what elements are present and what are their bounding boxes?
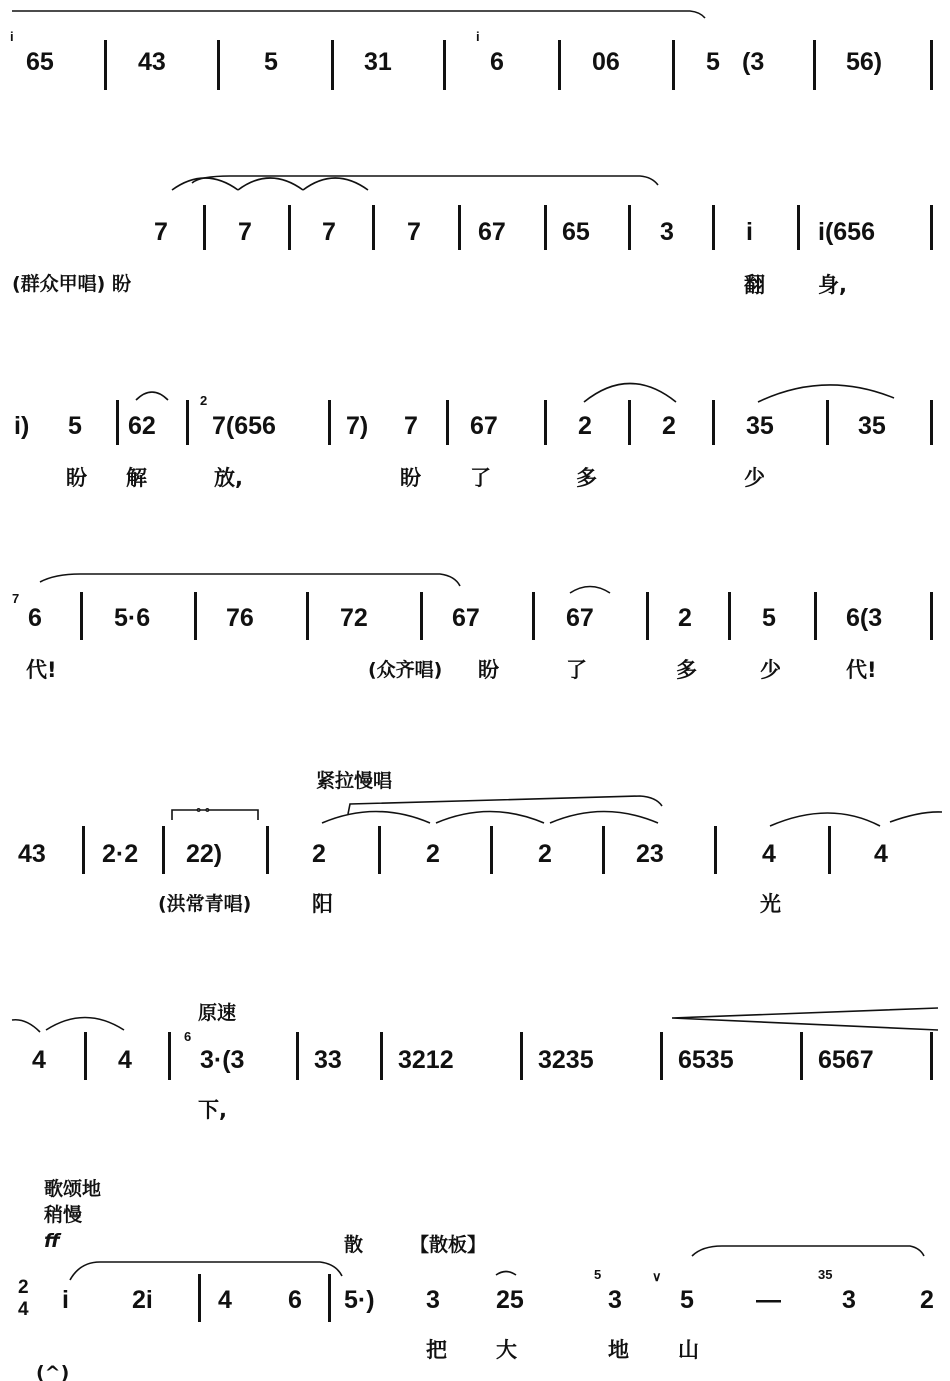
performer-direction: (群众甲唱) 盼 xyxy=(12,273,131,295)
lyric: 光 xyxy=(760,892,781,916)
note: i) xyxy=(14,412,30,440)
slur xyxy=(322,812,430,824)
tuplet-bracket xyxy=(172,810,258,820)
grace-note: i xyxy=(10,29,14,44)
barline xyxy=(558,40,561,90)
note: 6 xyxy=(288,1286,302,1314)
slur xyxy=(192,176,658,185)
note: 6(3 xyxy=(846,604,883,632)
note: 4 xyxy=(118,1046,132,1074)
note: 7 xyxy=(154,218,168,246)
barline xyxy=(646,592,649,640)
note: 7) xyxy=(346,412,369,440)
barline xyxy=(544,205,547,250)
lyric: 身, xyxy=(818,273,847,297)
barline xyxy=(194,592,197,640)
barline xyxy=(82,826,85,874)
barline xyxy=(813,40,816,90)
time-signature-bottom: 4 xyxy=(18,1299,29,1320)
slur xyxy=(12,1020,40,1032)
note: 7 xyxy=(404,412,418,440)
note: 6 xyxy=(490,48,504,76)
barline xyxy=(930,592,933,640)
slur xyxy=(172,178,238,190)
lyric: 代! xyxy=(26,658,57,682)
note: 7 xyxy=(238,218,252,246)
note: 3212 xyxy=(398,1046,454,1074)
note: i xyxy=(746,218,753,246)
barline xyxy=(490,826,493,874)
barline xyxy=(328,400,331,445)
note: 33 xyxy=(314,1046,342,1074)
barline xyxy=(80,592,83,640)
note: 43 xyxy=(18,840,46,868)
lyric: 盼 xyxy=(66,466,87,490)
note: 2 xyxy=(920,1286,934,1314)
note: 43 xyxy=(138,48,166,76)
barline xyxy=(712,400,715,445)
barline xyxy=(532,592,535,640)
barline xyxy=(826,400,829,445)
grace-note: i xyxy=(476,29,480,44)
note: 67 xyxy=(566,604,594,632)
note: 7 xyxy=(407,218,421,246)
lyric: 少 xyxy=(760,658,781,682)
barline xyxy=(328,1274,331,1322)
barline xyxy=(930,1032,933,1080)
note: 35 xyxy=(746,412,774,440)
slur xyxy=(348,796,662,814)
barline xyxy=(797,205,800,250)
barline xyxy=(443,40,446,90)
barline xyxy=(266,826,269,874)
barline xyxy=(672,40,675,90)
slur xyxy=(890,812,942,822)
dash-extension: — xyxy=(756,1286,781,1314)
note: 6567 xyxy=(818,1046,874,1074)
note: 7(656 xyxy=(212,412,276,440)
slur xyxy=(570,587,610,594)
note: 2 xyxy=(578,412,592,440)
barline xyxy=(628,205,631,250)
slur xyxy=(692,1246,924,1256)
lyric: 下, xyxy=(198,1098,227,1122)
note: 4 xyxy=(32,1046,46,1074)
lyric: 了 xyxy=(566,658,587,682)
note: i xyxy=(62,1286,69,1314)
slur xyxy=(136,392,168,400)
note: 72 xyxy=(340,604,368,632)
note: 67 xyxy=(452,604,480,632)
note: 65 xyxy=(26,48,54,76)
lyric: 地 xyxy=(608,1338,629,1362)
note: 4 xyxy=(762,840,776,868)
barline xyxy=(198,1274,201,1322)
grace-note: 6 xyxy=(184,1029,192,1044)
note: i(656 xyxy=(818,218,875,246)
note: 2i xyxy=(132,1286,153,1314)
note: 35 xyxy=(858,412,886,440)
note: 67 xyxy=(478,218,506,246)
note: 25 xyxy=(496,1286,524,1314)
page-footer-mark: (^) xyxy=(36,1362,70,1381)
grace-note: 35 xyxy=(818,1267,833,1282)
note: 22) xyxy=(186,840,223,868)
note: 3 xyxy=(842,1286,856,1314)
slur xyxy=(770,813,880,826)
note: 56) xyxy=(846,48,883,76)
note: 3 xyxy=(608,1286,622,1314)
lyric: 山 xyxy=(678,1338,699,1362)
lyric: 盼 xyxy=(478,658,499,682)
slur xyxy=(436,812,544,824)
lyric: 代! xyxy=(846,658,877,682)
barline xyxy=(372,205,375,250)
time-signature-top: 2 xyxy=(18,1277,29,1298)
barline xyxy=(800,1032,803,1080)
note: 2 xyxy=(538,840,552,868)
lyric: 盼 xyxy=(400,466,421,490)
lyric: 放, xyxy=(214,466,243,490)
barline xyxy=(420,592,423,640)
slur xyxy=(40,574,460,586)
expression-marking: 歌颂地 xyxy=(44,1178,102,1200)
note: 5 xyxy=(264,48,278,76)
note: 2 xyxy=(678,604,692,632)
lyric: 少 xyxy=(744,466,765,490)
note: 6535 xyxy=(678,1046,734,1074)
note: 3·(3 xyxy=(200,1046,245,1074)
slur xyxy=(238,178,303,190)
lyric: 解 xyxy=(126,466,147,490)
tie xyxy=(496,1272,516,1276)
performer-direction: (洪常青唱) xyxy=(158,893,252,915)
tempo-marking: 原速 xyxy=(198,1002,237,1024)
barline xyxy=(728,592,731,640)
note: 06 xyxy=(592,48,620,76)
barline xyxy=(162,826,165,874)
slur xyxy=(303,178,368,190)
note: 5 xyxy=(680,1286,694,1314)
barline xyxy=(186,400,189,445)
note: 4 xyxy=(218,1286,232,1314)
note: 3 xyxy=(660,218,674,246)
note: 2 xyxy=(662,412,676,440)
barline xyxy=(828,826,831,874)
crescendo-hairpin xyxy=(672,1008,938,1030)
note: 62 xyxy=(128,412,156,440)
grace-note: 5 xyxy=(594,1267,602,1282)
slur xyxy=(550,812,658,824)
barline xyxy=(446,400,449,445)
note: 5 xyxy=(762,604,776,632)
tuplet-marking: ° ° xyxy=(196,805,211,820)
barline xyxy=(84,1032,87,1080)
lyric: 了 xyxy=(470,466,491,490)
slur xyxy=(12,11,705,18)
note: 3235 xyxy=(538,1046,594,1074)
lyric: 多 xyxy=(676,658,697,682)
note: 65 xyxy=(562,218,590,246)
note: 23 xyxy=(636,840,664,868)
barline xyxy=(378,826,381,874)
barline xyxy=(930,205,933,250)
barline xyxy=(203,205,206,250)
lyric: 把 xyxy=(426,1338,447,1362)
slur xyxy=(70,1262,342,1280)
barline xyxy=(168,1032,171,1080)
note: 5 xyxy=(706,48,720,76)
note: 31 xyxy=(364,48,392,76)
performer-direction: (众齐唱) xyxy=(368,659,443,681)
barline xyxy=(288,205,291,250)
lyric: 多 xyxy=(576,466,597,490)
note: 6 xyxy=(28,604,42,632)
section-marking: 【散板】 xyxy=(410,1234,487,1256)
note: (3 xyxy=(742,48,765,76)
barline xyxy=(116,400,119,445)
breath-mark: ∨ xyxy=(652,1269,662,1284)
note: 67 xyxy=(470,412,498,440)
barline xyxy=(544,400,547,445)
note: 2 xyxy=(312,840,326,868)
barline xyxy=(296,1032,299,1080)
barline xyxy=(458,205,461,250)
note: 5·) xyxy=(344,1286,375,1314)
barline xyxy=(520,1032,523,1080)
barline xyxy=(380,1032,383,1080)
tempo-marking: 散 xyxy=(344,1234,364,1256)
barline xyxy=(104,40,107,90)
note: 76 xyxy=(226,604,254,632)
note: 4 xyxy=(874,840,888,868)
grace-note: 7 xyxy=(12,591,20,606)
note: 2·2 xyxy=(102,840,139,868)
note: 3 xyxy=(426,1286,440,1314)
barline xyxy=(930,400,933,445)
barline xyxy=(628,400,631,445)
barline xyxy=(814,592,817,640)
lyric: 阳 xyxy=(312,892,333,916)
barline xyxy=(930,40,933,90)
barline xyxy=(712,205,715,250)
note: 2 xyxy=(426,840,440,868)
slur xyxy=(46,1018,124,1031)
lyric: 翻 xyxy=(744,273,765,297)
note: 5 xyxy=(68,412,82,440)
barline xyxy=(331,40,334,90)
barline xyxy=(217,40,220,90)
tempo-marking: 稍慢 xyxy=(44,1204,83,1226)
barline xyxy=(602,826,605,874)
barline xyxy=(714,826,717,874)
lyric: 大 xyxy=(496,1338,517,1362)
note: 7 xyxy=(322,218,336,246)
barline xyxy=(306,592,309,640)
tempo-marking: 紧拉慢唱 xyxy=(316,770,393,792)
note: 5·6 xyxy=(114,604,151,632)
barline xyxy=(660,1032,663,1080)
grace-note: 2 xyxy=(200,393,208,408)
dynamic-marking: ff xyxy=(44,1230,60,1252)
